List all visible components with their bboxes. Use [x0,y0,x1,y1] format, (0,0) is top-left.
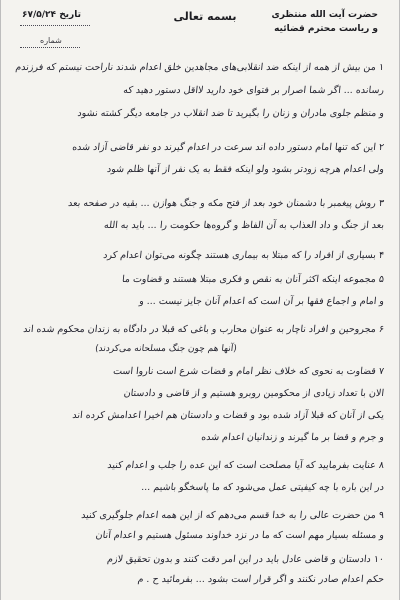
handwritten-line-22: حکم اعدام صادر نکنند و اگر قرار است بشود ... ‌بفرمائید ح . م [137,574,385,585]
handwritten-line-18: در این باره با چه کیفیتی عمل می‌شود که ما پاسخگو باشیم ... [140,482,385,493]
handwritten-line-5: ولی اعدام هرچه زودتر بشود ولو اینکه فقط به یک نفر از آنها ظلم شود [106,164,385,175]
date-dotted-line [20,24,90,26]
handwritten-line-3: و منظم جلوی مادران و زنان را بگیرید تا ضد انقلاب در جامعه دیگر کشته نشود [76,108,385,119]
handwritten-line-6: ۳ روش پیغمبر با دشمنان خود بعد از فتح مکه و جنگ هوازن ... بقیه در صفحه بعد [67,198,385,209]
handwritten-line-13: ۷ قضاوت به نحوی که خلاف نظر امام و قضات شرع است ناروا است [112,366,385,377]
number-dotted-line [20,46,80,48]
handwritten-line-8: ۴ بسیاری از افراد را که مبتلا به بیماری هستند چگونه می‌توان اعدام کرد [102,250,385,261]
handwritten-line-7: بعد از جنگ و داد العذاب به آن الفاظ و گروه‌ها حکومت را ... ‌باید به الله [103,220,385,231]
handwritten-line-17: ۸ عنایت بفرمایید که آیا مصلحت است که این عده را جلب و اعدام کنید [106,460,385,471]
number-label: شماره [40,36,62,45]
date-field [22,10,81,20]
handwritten-line-19: ۹ من حضرت عالی را به خدا قسم می‌دهم که از این همه اعدام جلوگیری کنید [80,510,385,521]
handwritten-line-4: ۲ این که تنها امام دستور داده اند سرعت در اعدام گیرند دو نفر قاضی آزاد شده [71,142,385,153]
addressee-line-1: حضرت آیت الله منتظری [271,10,378,20]
handwritten-line-12: (آنها هم چون جنگ مسلحانه می‌کردند) [94,344,238,354]
handwritten-line-21: ۱۰ دادستان و قاضی عادل باید در این امر دقت کنند و بدون تحقیق لازم [106,554,385,565]
handwritten-line-2: رسانده ... ‌اگر شما اصرار بر فتوای خود دارید لااقل دستور دهید که [122,85,385,96]
handwritten-line-20: و مسئله بسیار مهم است که ما در نزد خداوند مسئول هستیم و اعدام آنان [95,530,385,541]
handwritten-line-9: ۵ مجموعه اینکه اکثر آنان به نقص و فکری مبتلا هستند و قضاوت ما [121,274,385,285]
bismillah-heading: بسمه تعالی [173,10,237,23]
handwritten-line-10: و امام و اجماع فقها بر آن است که اعدام آنان جایز نیست ... و [138,296,385,307]
handwritten-line-16: و جرم و قضا بر ما گیرند و زندانیان اعدام شده [200,432,385,443]
addressee [271,8,378,36]
handwritten-line-14: الان با تعداد زیادی از محکومین روبرو هستیم و از قاضی و دادستان [123,388,385,399]
addressee-line-2: و ریاست محترم قضائیه [274,24,378,34]
handwritten-line-11: ۶ مجروحین و افراد ناچار به عنوان محارب و باغی که قبلا در دادگاه به زندان محکوم شده اند [22,324,385,335]
date-label: تاریخ [59,10,81,20]
handwritten-line-15: یکی از آنان که قبلا آزاد شده بود و قضات و دادستان هم اخیرا اعدامش کرده اند [71,410,385,421]
handwritten-line-1: ۱ من بیش از همه از اینکه ضد انقلابی‌های مجاهدین خلق اعدام شدند ناراحت نیستم که فرزندم [15,62,385,73]
date-value: ۶۷/۵/۲۴ [22,10,57,20]
